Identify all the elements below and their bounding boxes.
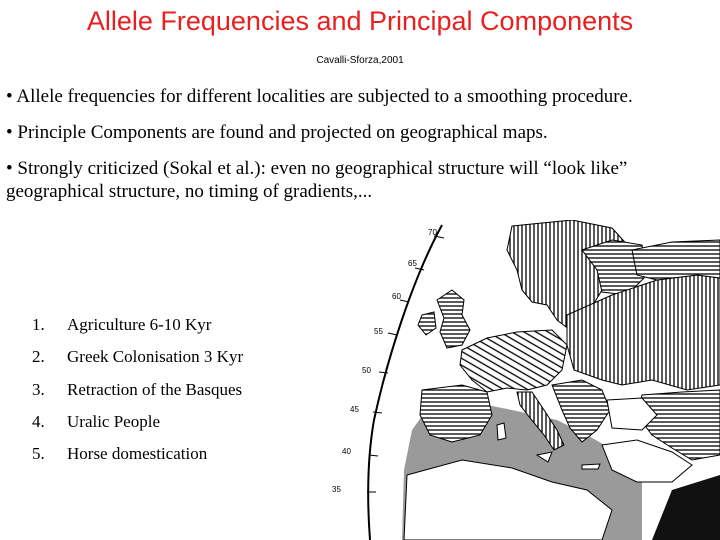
lat-label: 70 (428, 228, 437, 237)
slide-title: Allele Frequencies and Principal Components (86, 6, 634, 36)
lat-label: 40 (342, 447, 351, 456)
sardinia-island (497, 423, 506, 440)
bullet-criticism: • Strongly criticized (Sokal et al.): even no geographical structure will “look like” geographical structure, no timing of gradients,... (6, 158, 628, 202)
lat-label: 65 (408, 259, 417, 268)
lat-label: 35 (332, 485, 341, 494)
crete-island (582, 464, 600, 469)
iberia-region (420, 385, 492, 442)
lat-label: 55 (374, 327, 383, 336)
lat-label: 45 (350, 405, 359, 414)
europe-pc-map (312, 220, 720, 540)
lat-label: 60 (392, 292, 401, 301)
bullet-smoothing: • Allele frequencies for different localities are subjected to a smoothing procedure. (6, 86, 633, 107)
lat-label: 50 (362, 366, 371, 375)
citation: Cavalli-Sforza,2001 (316, 55, 404, 66)
bullet-principal-components: • Principle Components are found and projected on geographical maps. (6, 122, 548, 143)
